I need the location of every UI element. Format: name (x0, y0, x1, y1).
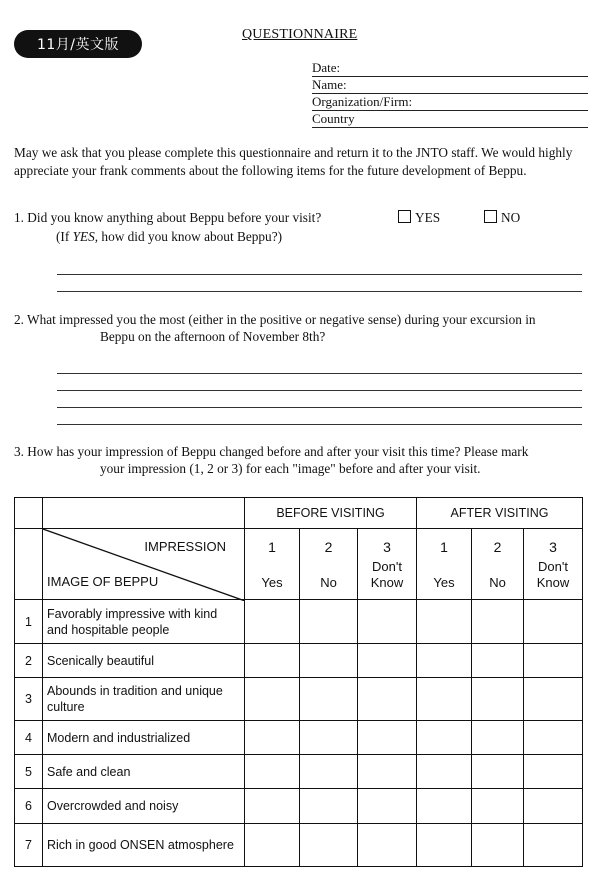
before-scale-2: 2 No (300, 529, 358, 600)
answer-cell[interactable] (300, 600, 358, 644)
diagonal-header-cell (43, 529, 245, 600)
before-visiting-header: BEFORE VISITING (245, 498, 417, 529)
answer-cell[interactable] (524, 824, 583, 867)
after-scale-3: 3 Don't Know (524, 529, 583, 600)
answer-cell[interactable] (524, 678, 583, 721)
yes-option[interactable] (398, 209, 440, 227)
answer-cell[interactable] (300, 824, 358, 867)
answer-cell[interactable] (300, 678, 358, 721)
answer-cell[interactable] (472, 600, 524, 644)
after-visiting-header: AFTER VISITING (417, 498, 583, 529)
answer-line[interactable] (57, 407, 582, 408)
answer-cell[interactable] (417, 755, 472, 789)
table-row: 3 Abounds in tradition and unique culture (15, 678, 583, 721)
answer-cell[interactable] (358, 600, 417, 644)
answer-line[interactable] (57, 390, 582, 391)
answer-cell[interactable] (524, 755, 583, 789)
answer-cell[interactable] (472, 755, 524, 789)
table-row: 4 Modern and industrialized (15, 721, 583, 755)
question-1: 1. Did you know anything about Beppu before your visit? (14, 210, 322, 225)
answer-cell[interactable] (417, 789, 472, 824)
answer-line[interactable] (57, 291, 582, 292)
answer-cell[interactable] (524, 789, 583, 824)
answer-cell[interactable] (358, 721, 417, 755)
answer-cell[interactable] (245, 600, 300, 644)
no-option[interactable] (484, 209, 520, 227)
answer-cell[interactable] (300, 755, 358, 789)
image-of-beppu-label: IMAGE OF BEPPU (47, 574, 159, 589)
table-row: 1 Favorably impressive with kind and hospitable people (15, 600, 583, 644)
answer-cell[interactable] (358, 789, 417, 824)
question-3: 3. How has your impression of Beppu changed before and after your visit this time? Please mark (14, 444, 529, 459)
yes-label: YES (415, 210, 441, 225)
question-1-followup: (If YES, how did you know about Beppu?) (56, 229, 283, 244)
answer-cell[interactable] (524, 721, 583, 755)
answer-line[interactable] (57, 373, 582, 374)
answer-cell[interactable] (245, 824, 300, 867)
table-row: 6 Overcrowded and noisy (15, 789, 583, 824)
answer-line[interactable] (57, 424, 582, 425)
table-row: 7 Rich in good ONSEN atmosphere (15, 824, 583, 867)
answer-cell[interactable] (472, 678, 524, 721)
answer-cell[interactable] (300, 721, 358, 755)
after-scale-2: 2 No (472, 529, 524, 600)
answer-cell[interactable] (300, 644, 358, 678)
question-2-continued: Beppu on the afternoon of November 8th? (100, 329, 326, 344)
answer-cell[interactable] (417, 644, 472, 678)
impression-table (14, 497, 583, 867)
answer-cell[interactable] (524, 644, 583, 678)
answer-cell[interactable] (245, 789, 300, 824)
question-3-continued: your impression (1, 2 or 3) for each "image" before and after your visit. (100, 461, 481, 476)
answer-cell[interactable] (417, 600, 472, 644)
answer-cell[interactable] (358, 644, 417, 678)
page-title: QUESTIONNAIRE (242, 27, 358, 42)
answer-cell[interactable] (472, 789, 524, 824)
name-field[interactable]: Name: (312, 77, 588, 94)
table-row: 5 Safe and clean (15, 755, 583, 789)
answer-cell[interactable] (417, 824, 472, 867)
impression-label: IMPRESSION (144, 539, 226, 554)
answer-cell[interactable] (245, 721, 300, 755)
answer-cell[interactable] (358, 755, 417, 789)
date-field[interactable]: Date: (312, 60, 588, 77)
answer-cell[interactable] (472, 644, 524, 678)
answer-cell[interactable] (300, 789, 358, 824)
answer-cell[interactable] (245, 678, 300, 721)
answer-line[interactable] (57, 274, 582, 275)
intro-paragraph: May we ask that you please complete this questionnaire and return it to the JNTO staff. We would highly appreciate your frank comments about the following items for the future development of Beppu. (14, 145, 573, 178)
answer-cell[interactable] (358, 678, 417, 721)
answer-cell[interactable] (472, 824, 524, 867)
answer-cell[interactable] (524, 600, 583, 644)
question-2: 2. What impressed you the most (either in the positive or negative sense) during your excursion in (14, 312, 536, 327)
answer-cell[interactable] (472, 721, 524, 755)
answer-cell[interactable] (417, 678, 472, 721)
answer-cell[interactable] (245, 644, 300, 678)
country-field[interactable]: Country (312, 111, 588, 128)
no-label: NO (501, 210, 521, 225)
after-scale-1: 1 Yes (417, 529, 472, 600)
language-badge: 11月/英文版 (14, 30, 142, 58)
answer-cell[interactable] (358, 824, 417, 867)
table-row: 2 Scenically beautiful (15, 644, 583, 678)
organization-field[interactable]: Organization/Firm: (312, 94, 588, 111)
before-scale-3: 3 Don't Know (358, 529, 417, 600)
no-checkbox[interactable] (484, 210, 497, 223)
before-scale-1: 1 Yes (245, 529, 300, 600)
answer-cell[interactable] (245, 755, 300, 789)
yes-checkbox[interactable] (398, 210, 411, 223)
answer-cell[interactable] (417, 721, 472, 755)
